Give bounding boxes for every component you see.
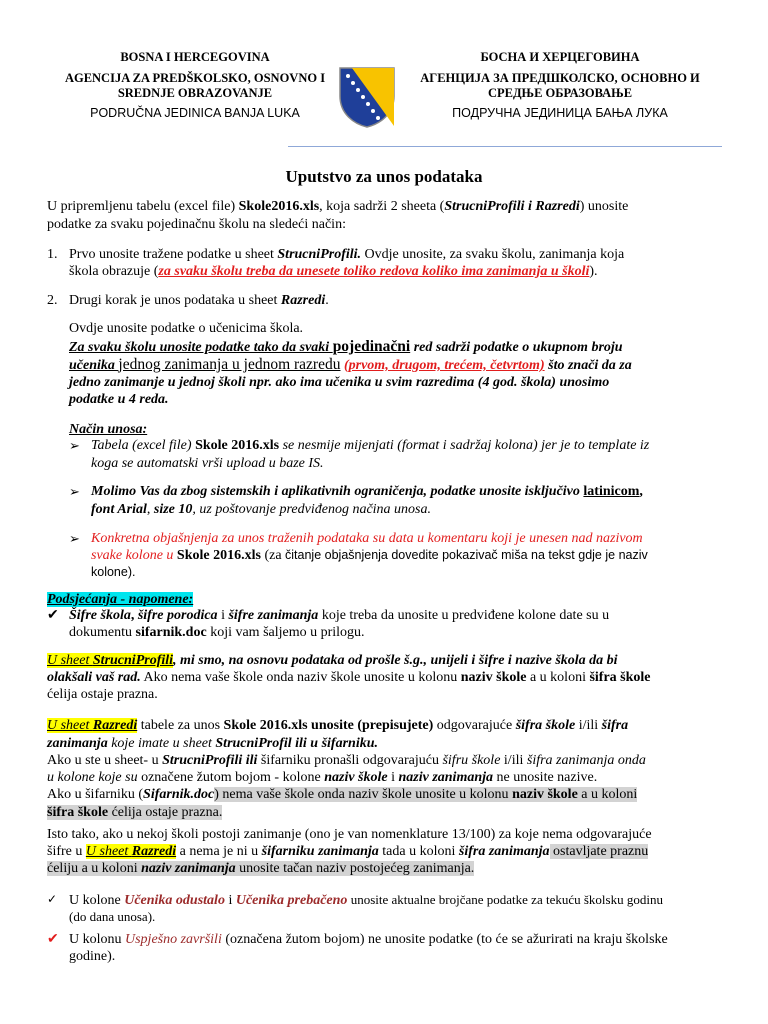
nacin-b3-text-3: čitanje objašnjenja dovedite pokazivač miša na tekst gdje je naziv (285, 548, 648, 562)
step2-line-2: Ovdje unosite podatke o učenicima škola. (69, 321, 304, 336)
header-right-agency-2: СРЕДЊЕ ОБРАЗОВАЊЕ (487, 86, 633, 100)
para2-sifra-skole: šifra škole (515, 718, 576, 733)
para2-text-18: ostavljate praznu (549, 844, 649, 859)
page-title: Uputstvo za unos podataka (285, 167, 483, 186)
arrow-bullet-icon: ➢ (69, 531, 80, 546)
step1-number: 1. (47, 247, 58, 262)
para2-sifra-zan: šifra zanimanja (526, 753, 615, 768)
para2-sifra: šifra (601, 718, 629, 733)
pod-text-3: koji vam šaljemo u prilogu. (206, 625, 365, 640)
para2-usheet-2: U sheet (85, 844, 132, 859)
para2-sheet: Razredi (92, 718, 138, 733)
para1-text-3: Ako nema vaše škole onda naziv škole unosite u kolonu (140, 670, 461, 685)
check1-line-1 (69, 891, 729, 909)
nacin-b2-font: font Arial (91, 502, 147, 517)
para2-text-14: ćelija ostaje prazna. (108, 805, 223, 820)
nacin-b2-size: size 10 (153, 502, 193, 517)
para2-sifarnik: Sifarnik.doc (143, 787, 215, 802)
step2-text-6: što znači da za (544, 358, 632, 373)
pod-sifre-skola: Šifre škola (69, 608, 131, 623)
para2-text-19: ćeliju a u koloni (47, 861, 142, 876)
para2-naziv-zan-2: naziv zanimanja (141, 861, 236, 876)
para1-sheet: StrucniProfili (92, 653, 174, 668)
para2-naziv-skole-2: naziv škole (512, 787, 578, 802)
nacin-bullet-1 (91, 437, 731, 454)
step2-line-6: podatke u 4 reda. (69, 392, 169, 407)
step2-line-1 (69, 292, 729, 309)
para2-naziv-zan: naziv zanimanja (398, 770, 494, 785)
header-left-unit: PODRUČNA JEDINICA BANJA LUKA (90, 106, 300, 120)
step2-text-3: Za svaku školu unosite podatke tako da svaki (69, 340, 333, 355)
check1-and: i (224, 893, 236, 908)
step2-emph-2: jednog zanimanja u jednom razredu (118, 356, 341, 373)
para2-text-6: šifarniku pronašli odgovarajuću (257, 753, 443, 768)
para1-line-2 (47, 669, 727, 686)
step1-text-4: ). (589, 264, 598, 279)
para2-strucni-2: StrucniProfili ili (162, 753, 258, 768)
step2-line-3 (69, 338, 729, 356)
nacin-b1-text: Tabela (excel file) (91, 438, 196, 453)
step2-text: Drugi korak je unos podataka u sheet (69, 293, 281, 308)
check2-line-1 (69, 931, 729, 948)
step2-text-4: red sadrži podatke o ukupnom broju (410, 340, 623, 355)
pod-sifre-porodica: šifre porodica (137, 608, 218, 623)
intro-sheets: StrucniProfili i Razredi (444, 199, 580, 214)
para2-text-16: a nema je ni u (176, 844, 262, 859)
para2-text-13: a u koloni (577, 787, 638, 802)
para2-line-2 (47, 735, 727, 752)
intro-file: Skole2016.xls (238, 199, 320, 214)
check2-line-2: godine). (69, 949, 116, 964)
para2-line-5 (47, 786, 727, 803)
nacin-bullet-3: Konkretna objašnjenja za unos traženih podataka su data u komentaru koji je unesen nad nazivom (91, 531, 643, 546)
check2-text-2: (označena žutom bojom) ne unosite podatke (to će se ažurirati na kraju školske (221, 932, 668, 947)
check2-uspjesno: Uspješno završili (125, 932, 222, 947)
nacin-b3-text: svake kolone u (91, 548, 177, 563)
step2-red-note: (prvom, drugom, trećem, četvrtom) (343, 358, 545, 373)
para2-text-5: Ako u ste u sheet- u (47, 753, 163, 768)
podsjecanja-line-2 (69, 624, 729, 641)
para2-line-9 (47, 860, 727, 877)
pod-text: koje treba da unosite u predviđene kolone date su u (318, 608, 610, 623)
para1-usheet: U sheet (47, 653, 93, 668)
step1-text: Prvo unosite tražene podatke u sheet (69, 247, 278, 262)
para2-line-8 (47, 843, 727, 860)
para2-line-3 (47, 752, 727, 769)
para1-line-1 (47, 652, 727, 669)
para2-naziv-skole: naziv škole (324, 770, 388, 785)
para2-text-12: ) nema vaše škole onda naziv škole unosite u kolonu (214, 787, 513, 802)
step1-note: za svaku školu treba da unesete toliko redova koliko ima zanimanja u školi (158, 264, 590, 279)
check-icon: ✓ (47, 892, 58, 906)
para2-sifra-zan-2: šifra zanimanja (458, 844, 550, 859)
coat-of-arms-icon (338, 66, 396, 128)
nacin-bullet-3-line-2 (91, 547, 731, 564)
header-divider (288, 146, 722, 147)
para2-text-7: i/ili (500, 753, 527, 768)
step2-text-5: učenika (69, 358, 119, 373)
arrow-bullet-icon: ➢ (69, 484, 80, 499)
para2-sifra-skole-2: šifra škole (47, 805, 109, 820)
check2-text: U kolonu (69, 932, 125, 947)
step2-number: 2. (47, 293, 58, 308)
para1-naziv: naziv škole (460, 670, 527, 685)
nacin-heading: Način unosa: (69, 422, 148, 437)
para2-line-6 (47, 804, 727, 821)
nacin-b2-text: Molimo Vas da zbog sistemskih i aplikativnih ograničenja, podatke unosite isključivo (91, 484, 584, 499)
para2-line-1 (47, 717, 727, 734)
podsjecanja-title: Podsjećanja - napomene: (47, 592, 194, 607)
pod-file: sifarnik.doc (135, 625, 207, 640)
intro-line-1 (47, 198, 727, 215)
para1-text-4: a u koloni (526, 670, 590, 685)
nacin-b1-text-2: se nesmije mijenjati (format i sadržaj kolona) jer je to template iz (279, 438, 650, 453)
header-right-unit: ПОДРУЧНА ЈЕДИНИЦА БАЊА ЛУКА (452, 106, 668, 120)
para2-file: Skole 2016.xls unosite (prepisujete) (223, 718, 434, 733)
header-left (60, 50, 330, 121)
check1-odustalo: Učenika odustalo (124, 893, 225, 908)
step2-text-2: . (325, 293, 329, 308)
nacin-b2-text-2: , uz poštovanje predviđenog načina unosa. (192, 502, 432, 517)
para2-text-10: ne unosite nazive. (493, 770, 598, 785)
check1-text: U kolone (69, 893, 125, 908)
para2-and: i (387, 770, 399, 785)
check1-line-2: (do dana unosa). (69, 909, 156, 924)
nacin-b2-latinica: latinicom (583, 484, 640, 499)
para2-text-17: tada u koloni (378, 844, 459, 859)
check1-prebaceno: Učenika prebačeno (235, 893, 348, 908)
step1-line-1 (69, 246, 729, 263)
podsjecanja-line-1 (69, 607, 729, 624)
nacin-b3-file: Skole 2016.xls (176, 548, 261, 563)
arrow-bullet-icon: ➢ (69, 438, 80, 453)
para2-text-2: odgovarajuće (433, 718, 516, 733)
para1-sifra: šifra škole (589, 670, 651, 685)
header-right-country: БОСНА И ХЕРЦЕГОВИНА (480, 50, 640, 64)
nacin-b1-file: Skole 2016.xls (195, 438, 280, 453)
para2-razredi: Razredi (131, 844, 177, 859)
step2-line-4 (69, 356, 729, 374)
intro-text-3: ) unosite (579, 199, 629, 214)
para2-zanimanja: zanimanja (47, 736, 108, 751)
intro-text-2: , koja sadrži 2 sheeta ( (319, 199, 445, 214)
pod-text-2: dokumentu (69, 625, 136, 640)
nacin-b3-text-2: (za (260, 548, 286, 563)
para1-text: , mi smo, na osnovu podataka od prošle š.g., unijeli i šifre i nazive škola da bi (173, 653, 618, 668)
check-icon: ✔ (47, 608, 59, 623)
pod-and: i (217, 608, 229, 623)
podsjecanja-heading (47, 591, 727, 608)
para1-line-3: ćelija ostaje prazna. (47, 687, 158, 702)
step2-emph-1: pojedinačni (332, 338, 411, 355)
step2-line-5: jedno zanimanje u jednoj školi npr. ako ima učenika u svim razredima (4 god. škola) unosimo (69, 375, 610, 390)
header-left-agency-2: SREDNJE OBRAZOVANJE (117, 86, 273, 100)
para2-text-3: i/ili (575, 718, 602, 733)
header-left-country: BOSNA I HERCEGOVINA (120, 50, 270, 64)
step2-sheet: Razredi (280, 293, 326, 308)
para2-text-8: u kolone koje su (47, 770, 138, 785)
pod-sifre-zanimanja: šifre zanimanja (228, 608, 319, 623)
nacin-b2-sep: , (146, 502, 154, 517)
nacin-bullet-1-line-2: koga se automatski vrši upload u baze IS. (91, 456, 324, 471)
para1-text-2: olakšali vaš rad. (47, 670, 141, 685)
step1-text-2: Ovdje unosite, za svaku školu, zanimanja koja (361, 247, 625, 262)
header-left-agency-1: AGENCIJA ZA PREDŠKOLSKO, OSNOVNO I (64, 71, 326, 85)
intro-text: U pripremljenu tabelu (excel file) (47, 199, 239, 214)
para2-text: tabele za unos (137, 718, 224, 733)
para2-text-9: označene žutom bojom - kolone (137, 770, 325, 785)
para2-usheet: U sheet (47, 718, 93, 733)
para2-text-20: unosite tačan naziv postojećeg zanimanja. (235, 861, 475, 876)
para2-onda: onda (614, 753, 646, 768)
pod-sep: , (130, 608, 138, 623)
nacin-bullet-3-line-3: kolone). (91, 565, 136, 579)
nacin-bullet-2-line-2 (91, 501, 731, 518)
para2-text-4: koje imate u sheet (107, 736, 216, 751)
para2-sifarnik-zan: šifarniku zanimanja (261, 844, 379, 859)
para2-sifru: šifru škole (442, 753, 501, 768)
header-right (405, 50, 715, 121)
step1-sheet: StrucniProfili. (277, 247, 362, 262)
nacin-bullet-2 (91, 483, 731, 500)
para2-line-4 (47, 769, 727, 786)
check-icon: ✔ (47, 932, 59, 947)
step1-text-3: škola obrazuje ( (69, 264, 159, 279)
intro-line-2: podatke za svaku pojedinačnu školu na sledeći način: (47, 217, 346, 232)
header-right-agency-1: АГЕНЦИЈА ЗА ПРЕДШКОЛСКО, ОСНОВНО И (420, 71, 700, 85)
para2-strucni: StrucniProfil ili u šifarniku. (215, 736, 378, 751)
check1-text-2: unosite aktualne brojčane podatke za tekuću školsku godinu (347, 892, 663, 907)
para2-line-7: Isto tako, ako u nekoj školi postoji zanimanje (ono je van nomenklature 13/100) za koje nema odgovarajuće (47, 827, 652, 842)
step1-line-2 (69, 263, 729, 280)
nacin-b2-comma: , (639, 484, 643, 499)
para2-text-15: šifre u (47, 844, 86, 859)
para2-text-11: Ako u šifarniku ( (47, 787, 144, 802)
